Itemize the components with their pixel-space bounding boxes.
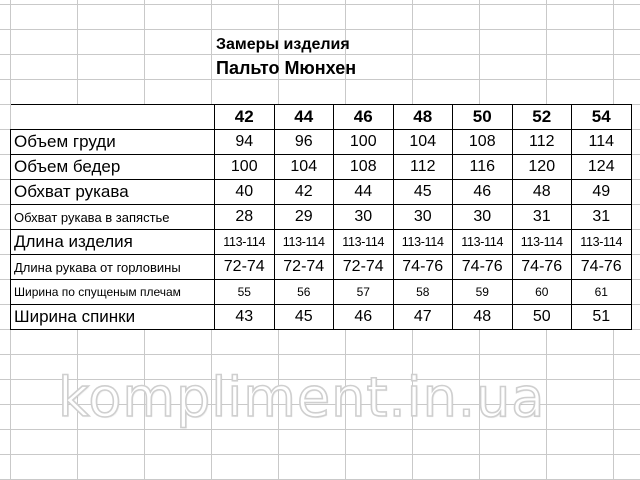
table-cell: 61: [572, 280, 632, 305]
table-cell: 30: [393, 205, 453, 230]
table-cell: 112: [512, 130, 572, 155]
size-header: 48: [393, 105, 453, 130]
table-cell: 31: [572, 205, 632, 230]
table-cell: 46: [453, 180, 513, 205]
table-cell: 72-74: [274, 255, 334, 280]
table-row: [11, 205, 632, 230]
table-cell: 48: [453, 305, 513, 330]
table-cell: 42: [274, 180, 334, 205]
table-row: [11, 305, 632, 330]
table-row: [11, 230, 632, 255]
table-cell: 46: [334, 305, 394, 330]
document-title: Замеры изделия: [216, 36, 350, 53]
table-cell: 74-76: [393, 255, 453, 280]
table-cell: 124: [572, 155, 632, 180]
table-cell: 116: [453, 155, 513, 180]
table-cell: 108: [334, 155, 394, 180]
table-row: [11, 280, 632, 305]
table-cell: 113-114: [453, 230, 513, 255]
table-cell: 28: [215, 205, 275, 230]
size-header: 42: [215, 105, 275, 130]
size-header: 44: [274, 105, 334, 130]
table-cell: 113-114: [393, 230, 453, 255]
table-cell: 104: [274, 155, 334, 180]
table-row: [11, 180, 632, 205]
table-cell: 120: [512, 155, 572, 180]
row-label: Обхват рукава: [11, 180, 215, 205]
row-label: Объем груди: [11, 130, 215, 155]
size-header-row: [11, 105, 632, 130]
size-header: 46: [334, 105, 394, 130]
table-cell: 113-114: [572, 230, 632, 255]
table-cell: 59: [453, 280, 513, 305]
table-cell: 72-74: [215, 255, 275, 280]
table-cell: 100: [215, 155, 275, 180]
size-header: 54: [572, 105, 632, 130]
table-cell: 113-114: [215, 230, 275, 255]
table-cell: 108: [453, 130, 513, 155]
table-cell: 30: [453, 205, 513, 230]
table-cell: 43: [215, 305, 275, 330]
table-cell: 44: [334, 180, 394, 205]
row-label: Ширина спинки: [11, 305, 215, 330]
header-corner-cell: [11, 105, 215, 130]
table-cell: 48: [512, 180, 572, 205]
table-cell: 29: [274, 205, 334, 230]
table-cell: 56: [274, 280, 334, 305]
table-cell: 112: [393, 155, 453, 180]
row-label: Объем бедер: [11, 155, 215, 180]
table-cell: 74-76: [453, 255, 513, 280]
watermark: kompliment.in.ua: [58, 366, 546, 429]
table-row: [11, 255, 632, 280]
table-cell: 31: [512, 205, 572, 230]
table-row: [11, 130, 632, 155]
table-cell: 113-114: [274, 230, 334, 255]
table-cell: 50: [512, 305, 572, 330]
table-cell: 100: [334, 130, 394, 155]
table-cell: 47: [393, 305, 453, 330]
table-cell: 51: [572, 305, 632, 330]
table-cell: 55: [215, 280, 275, 305]
table-cell: 94: [215, 130, 275, 155]
table-row: [11, 155, 632, 180]
table-cell: 60: [512, 280, 572, 305]
table-cell: 40: [215, 180, 275, 205]
table-cell: 58: [393, 280, 453, 305]
table-cell: 57: [334, 280, 394, 305]
table-cell: 49: [572, 180, 632, 205]
table-cell: 113-114: [334, 230, 394, 255]
size-table: [10, 104, 632, 330]
size-header: 50: [453, 105, 513, 130]
table-cell: 74-76: [512, 255, 572, 280]
table-cell: 96: [274, 130, 334, 155]
table-cell: 104: [393, 130, 453, 155]
table-cell: 45: [274, 305, 334, 330]
table-cell: 74-76: [572, 255, 632, 280]
table-cell: 114: [572, 130, 632, 155]
table-cell: 45: [393, 180, 453, 205]
row-label: Обхват рукава в запястье: [11, 205, 215, 230]
size-header: 52: [512, 105, 572, 130]
table-cell: 30: [334, 205, 394, 230]
product-name: Пальто Мюнхен: [216, 58, 357, 78]
row-label: Длина рукава от горловины: [11, 255, 215, 280]
table-cell: 113-114: [512, 230, 572, 255]
row-label: Длина изделия: [11, 230, 215, 255]
row-label: Ширина по спущеным плечам: [11, 280, 215, 305]
table-cell: 72-74: [334, 255, 394, 280]
